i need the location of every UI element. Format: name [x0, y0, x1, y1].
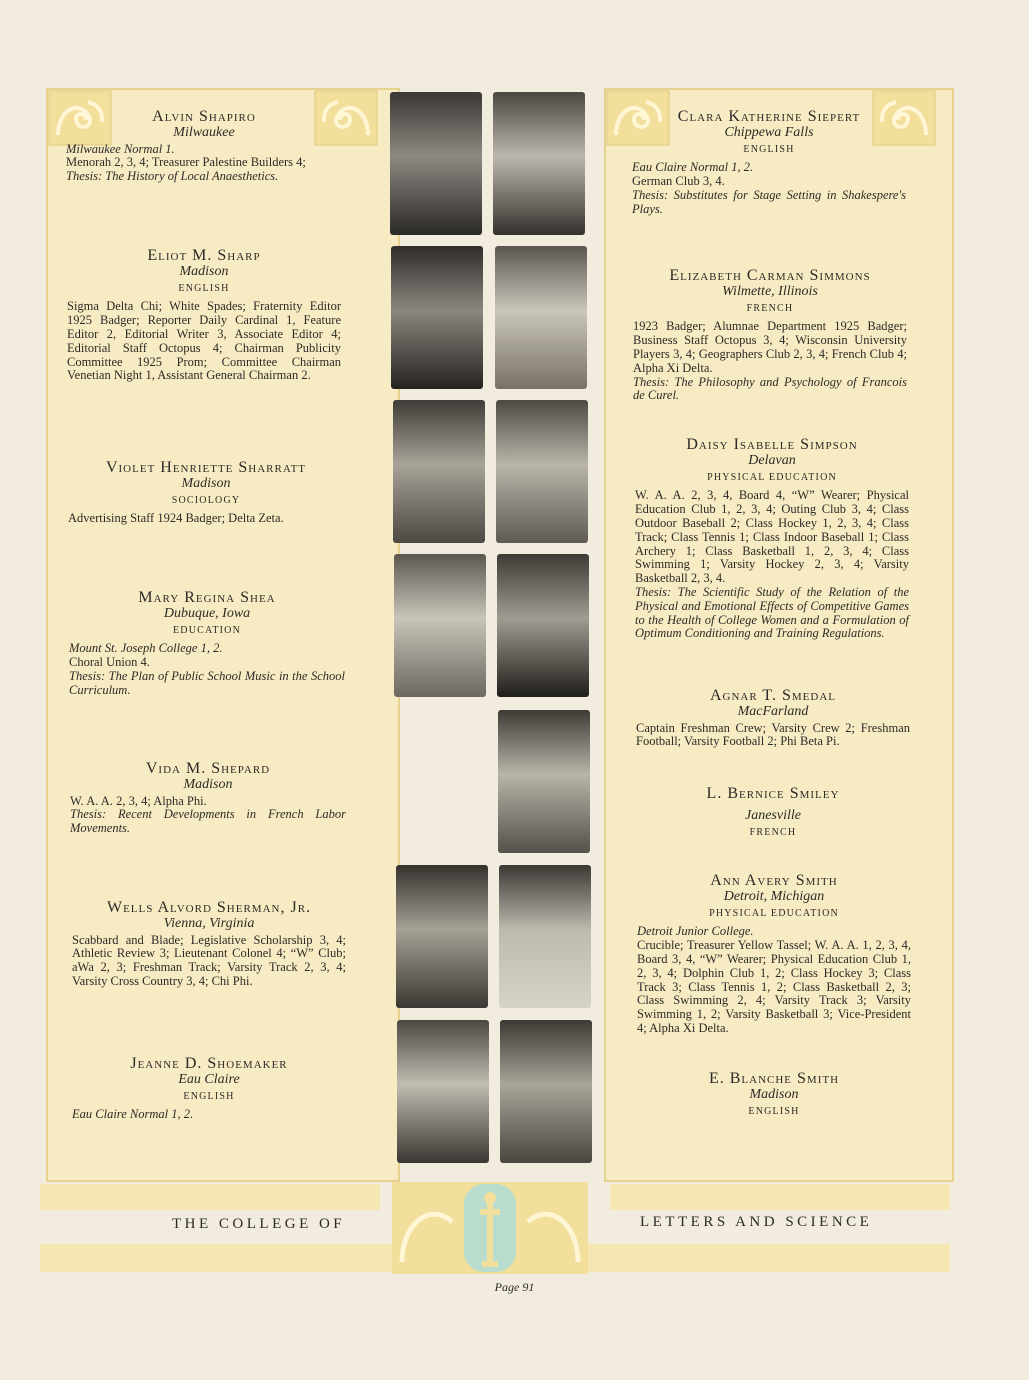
hometown: Madison [183, 776, 233, 792]
prior-school: Mount St. Joseph College 1, 2. [69, 641, 223, 656]
portrait-photo [391, 246, 483, 389]
department: FRENCH [749, 826, 797, 838]
portrait-photo [393, 400, 485, 543]
activities: 1923 Badger; Alumnae Department 1925 Badger; Business Staff Octopus 3, 4; Wisconsin University Players 3, 4; Geographers Club 2, 3, 4; French Club 4; Alpha Xi Delta. [633, 319, 907, 375]
portrait-photo [396, 865, 488, 1008]
student-name: Clara Katherine Siepert [677, 108, 861, 125]
photo-column [385, 90, 593, 1175]
activities: Sigma Delta Chi; White Spades; Fraternity Editor 1925 Badger; Reporter Daily Cardinal 1, Feature Editor 2, Editorial Writer 3, Associate Editor 4; Editorial Staff Octopus 4; Chairman Publicity Committee 1925 Prom; Committee Chairman Venetian Night 1, Assistant General Chairman 2. [67, 299, 341, 383]
activities: Captain Freshman Crew; Varsity Crew 2; Freshman Football; Varsity Football 2; Phi Beta Pi. [636, 720, 910, 749]
portrait-photo [498, 710, 590, 853]
student-entry [67, 249, 341, 383]
thesis: Thesis: The Scientific Study of the Relation of the Physical and Emotional Effects of Competitive Games to the Health of College Women and a Formulation of Optimum Conditioning and Training Regulations. [635, 584, 909, 641]
student-entry [637, 1072, 911, 1123]
portrait-photo [500, 1020, 592, 1163]
thesis: Thesis: The Plan of Public School Music in the School Curriculum. [69, 668, 345, 697]
student-name: Alvin Shapiro [152, 108, 256, 125]
footer-ornament-band [610, 1184, 950, 1210]
student-name: Wells Alvord Sherman, Jr. [106, 899, 312, 916]
student-name: Jeanne D. Shoemaker [130, 1055, 288, 1072]
student-name: E. Blanche Smith [708, 1070, 840, 1087]
hometown: Milwaukee [173, 124, 235, 140]
activities: W. A. A. 2, 3, 4; Alpha Phi. [70, 793, 207, 808]
hometown: Chippewa Falls [724, 124, 814, 140]
student-name: Vida M. Shepard [145, 760, 271, 777]
student-entry [70, 762, 346, 836]
student-entry [635, 438, 909, 641]
hometown: Madison [181, 475, 231, 491]
activities: Scabbard and Blade; Legislative Scholarship 3, 4; Athletic Review 3; Lieutenant Colonel 4; “W” Club; aWa 2, 3; Freshman Track; Varsity Track 2, 3, 4; Varsity Cross Country 3, 4; Chi Phi. [72, 932, 346, 988]
portrait-photo [395, 710, 487, 853]
student-entry [637, 874, 911, 1036]
activities: German Club 3, 4. [632, 174, 725, 189]
hometown: Vienna, Virginia [163, 915, 255, 931]
hometown: Eau Claire [178, 1071, 240, 1087]
student-entry [68, 461, 344, 526]
activities: Crucible; Treasurer Yellow Tassel; W. A. A. 1, 2, 3, 4, Board 3, 4, “W” Wearer; Physical Education Club 1, 2, 3, 4; Dolphin Club 1, 2; Class Hockey 3; Class Track 3; Class Tennis 1, 2; Class Basketball 2, 3; Class Swimming 2, 4; Varsity Track 3; Varsity Swimming 1, 2; Varsity Basketball 3; Vice-President 4; Alpha Xi Delta. [637, 938, 911, 1035]
student-entry [636, 689, 910, 749]
department: ENGLISH [183, 1090, 235, 1102]
torch-figure-icon [392, 1182, 588, 1274]
footer-ornament-band [40, 1184, 380, 1210]
department: FRENCH [746, 302, 794, 314]
portrait-photo [499, 865, 591, 1008]
hometown: MacFarland [737, 703, 809, 719]
thesis: Thesis: The Philosophy and Psychology of Francois de Curel. [633, 374, 907, 403]
activities: Advertising Staff 1924 Badger; Delta Zeta. [68, 511, 284, 526]
portrait-photo [493, 92, 585, 235]
student-entry [72, 1057, 346, 1122]
prior-school: Eau Claire Normal 1, 2. [632, 160, 754, 175]
hometown: Janesville [745, 807, 801, 823]
prior-school: Detroit Junior College. [637, 924, 754, 939]
student-entry [632, 110, 906, 217]
department: ENGLISH [178, 282, 230, 294]
student-entry [633, 269, 907, 403]
hometown: Wilmette, Illinois [722, 283, 818, 299]
student-name: Ann Avery Smith [710, 872, 838, 889]
activities: W. A. A. 2, 3, 4, Board 4, “W” Wearer; Physical Education Club 1, 2, 3, 4; Outing Club 3, 4; Class Outdoor Baseball 2; Class Hockey 1, 2, 3, 4; Class Track; Class Tennis 1; Class Indoor Baseball 1; Class Archery 1; Class Basketball 1, 2, 3, 4; Class Swimming 1; Varsity Hockey 2, 3, 4; Varsity Basketball 2, 3, 4. [635, 488, 909, 586]
thesis: Thesis: The History of Local Anaesthetics. [66, 169, 279, 184]
hometown: Madison [179, 263, 229, 279]
student-name: L. Bernice Smiley [706, 785, 840, 802]
hometown: Dubuque, Iowa [163, 605, 251, 621]
footer-left-text: THE COLLEGE OF [172, 1216, 346, 1232]
department: ENGLISH [743, 143, 795, 155]
activities: Choral Union 4. [69, 655, 150, 670]
hometown: Delavan [748, 452, 796, 468]
portrait-photo [496, 400, 588, 543]
portrait-photo [495, 246, 587, 389]
student-name: Elizabeth Carman Simmons [669, 267, 871, 284]
department: PHYSICAL EDUCATION [709, 907, 839, 919]
portrait-photo [394, 554, 486, 697]
student-entry [69, 591, 345, 698]
student-entry [66, 110, 342, 184]
footer-right-text: LETTERS AND SCIENCE [640, 1214, 873, 1230]
student-name: Violet Henriette Sharratt [105, 459, 307, 476]
student-name: Agnar T. Smedal [709, 687, 837, 704]
department: PHYSICAL EDUCATION [707, 471, 837, 483]
student-name: Daisy Isabelle Simpson [686, 436, 858, 453]
page-number: Page 91 [494, 1280, 535, 1294]
student-name: Eliot M. Sharp [147, 247, 261, 264]
portrait-photo [497, 554, 589, 697]
student-entry [72, 901, 346, 989]
student-name: Mary Regina Shea [138, 589, 276, 606]
portrait-photo [397, 1020, 489, 1163]
department: ENGLISH [748, 1105, 800, 1117]
prior-school: Eau Claire Normal 1, 2. [72, 1107, 194, 1122]
student-entry [636, 787, 910, 844]
hometown: Madison [749, 1086, 799, 1102]
thesis: Thesis: Recent Developments in French Labor Movements. [70, 807, 346, 836]
department: SOCIOLOGY [171, 494, 241, 506]
activities: Menorah 2, 3, 4; Treasurer Palestine Builders 4; [66, 155, 306, 170]
hometown: Detroit, Michigan [723, 888, 825, 904]
thesis: Thesis: Substitutes for Stage Setting in Shakespere's Plays. [632, 187, 906, 216]
prior-school: Milwaukee Normal 1. [66, 141, 175, 156]
department: EDUCATION [172, 624, 242, 636]
portrait-photo [390, 92, 482, 235]
